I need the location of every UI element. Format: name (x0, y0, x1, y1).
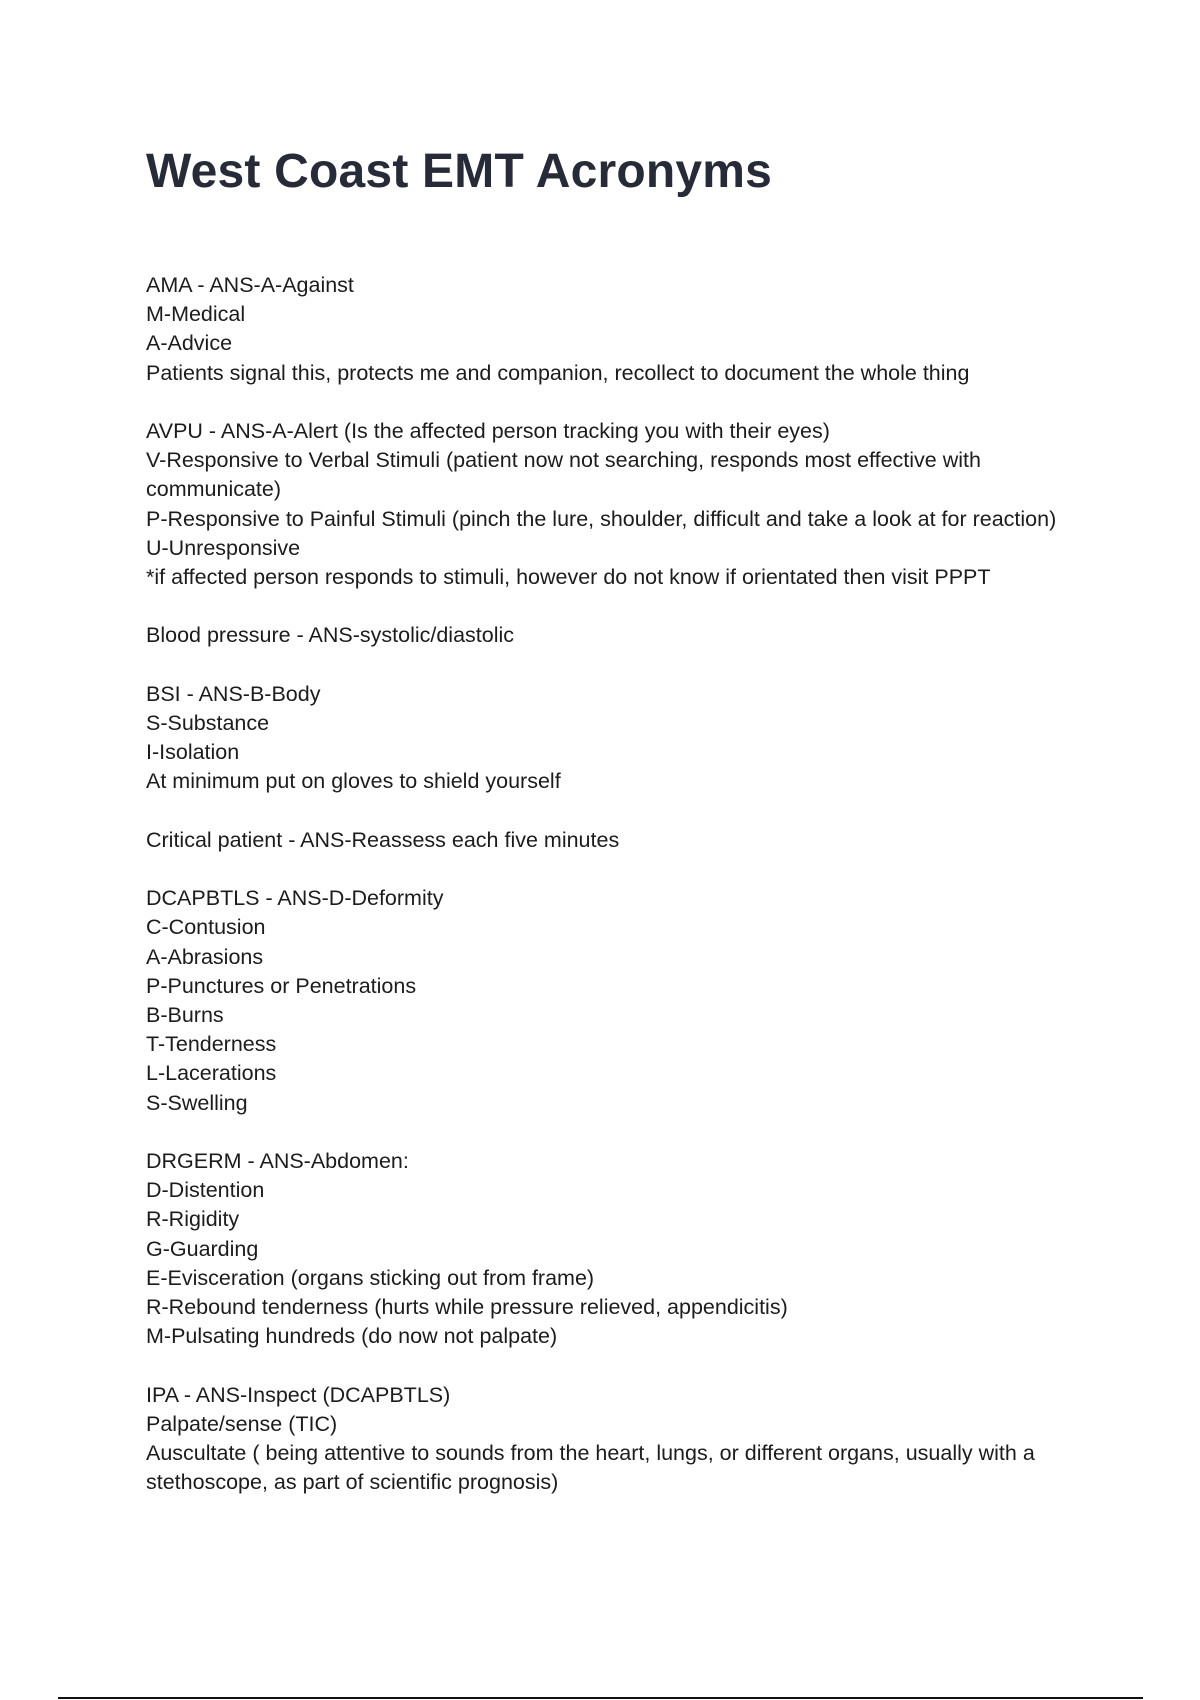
entry-line: M-Pulsating hundreds (do now not palpate) (146, 1324, 558, 1349)
entry-line: At minimum put on gloves to shield yourself (146, 769, 561, 794)
entry-line: S-Swelling (146, 1090, 248, 1115)
entry-dcapbtls (146, 884, 1066, 1118)
entry-line: Blood pressure - ANS-systolic/diastolic (146, 623, 515, 648)
entry-line: R-Rigidity (146, 1207, 240, 1232)
entry-line: R-Rebound tenderness (hurts while pressure relieved, appendicitis) (146, 1295, 788, 1320)
entry-line: M-Medical (146, 302, 246, 327)
entry-line: IPA - ANS-Inspect (DCAPBTLS) (146, 1382, 451, 1407)
entry-line: B-Burns (146, 1003, 224, 1027)
entry-line: BSI - ANS-B-Body (146, 681, 321, 706)
page-title: West Coast EMT Acronyms (146, 145, 773, 198)
entry-ama (146, 271, 1066, 388)
entry-line: E-Evisceration (organs sticking out from frame) (146, 1265, 595, 1290)
entry-line: A-Advice (146, 331, 233, 356)
entry-line: *if affected person responds to stimuli, however do not know if orientated then visit PPPT (146, 565, 991, 590)
entry-line: S-Substance (146, 711, 270, 735)
entry-line: AMA - ANS-A-Against (146, 273, 354, 297)
entry-drgerm (146, 1147, 1066, 1351)
entry-line: Palpate/sense (TIC) (146, 1411, 338, 1436)
entry-line: A-Abrasions (146, 944, 264, 969)
entry-line: C-Contusion (146, 915, 266, 940)
entry-line: P-Punctures or Penetrations (146, 973, 417, 998)
entry-bsi (146, 680, 1066, 797)
entry-line: T-Tenderness (146, 1032, 277, 1057)
entry-line: G-Guarding (146, 1236, 259, 1261)
entry-ipa (146, 1381, 1066, 1498)
entry-line: D-Distention (146, 1178, 265, 1203)
entry-line: L-Lacerations (146, 1061, 277, 1086)
entry-line: DCAPBTLS - ANS-D-Deformity (146, 886, 444, 911)
acronym-list (146, 271, 1066, 1527)
entry-line: DRGERM - ANS-Abdomen: (146, 1149, 409, 1173)
entry-blood-pressure (146, 621, 1066, 650)
entry-line: Auscultate ( being attentive to sounds from the heart, lungs, or different organs, usually with a stethoscope, as part of scientific prognosis) (146, 1441, 1035, 1495)
entry-line: V-Responsive to Verbal Stimuli (patient now not searching, responds most effective with communicate) (146, 448, 981, 502)
footer-divider (58, 1697, 1143, 1699)
entry-line: Critical patient - ANS-Reassess each five minutes (146, 827, 620, 852)
entry-line: Patients signal this, protects me and companion, recollect to document the whole thing (146, 360, 970, 385)
entry-line: U-Unresponsive (146, 535, 301, 560)
entry-line: AVPU - ANS-A-Alert (Is the affected person tracking you with their eyes) (146, 419, 830, 443)
entry-line: P-Responsive to Painful Stimuli (pinch the lure, shoulder, difficult and take a look at for reaction) (146, 506, 1057, 531)
entry-line: I-Isolation (146, 740, 240, 765)
entry-avpu (146, 417, 1066, 592)
entry-critical-patient (146, 826, 1066, 855)
